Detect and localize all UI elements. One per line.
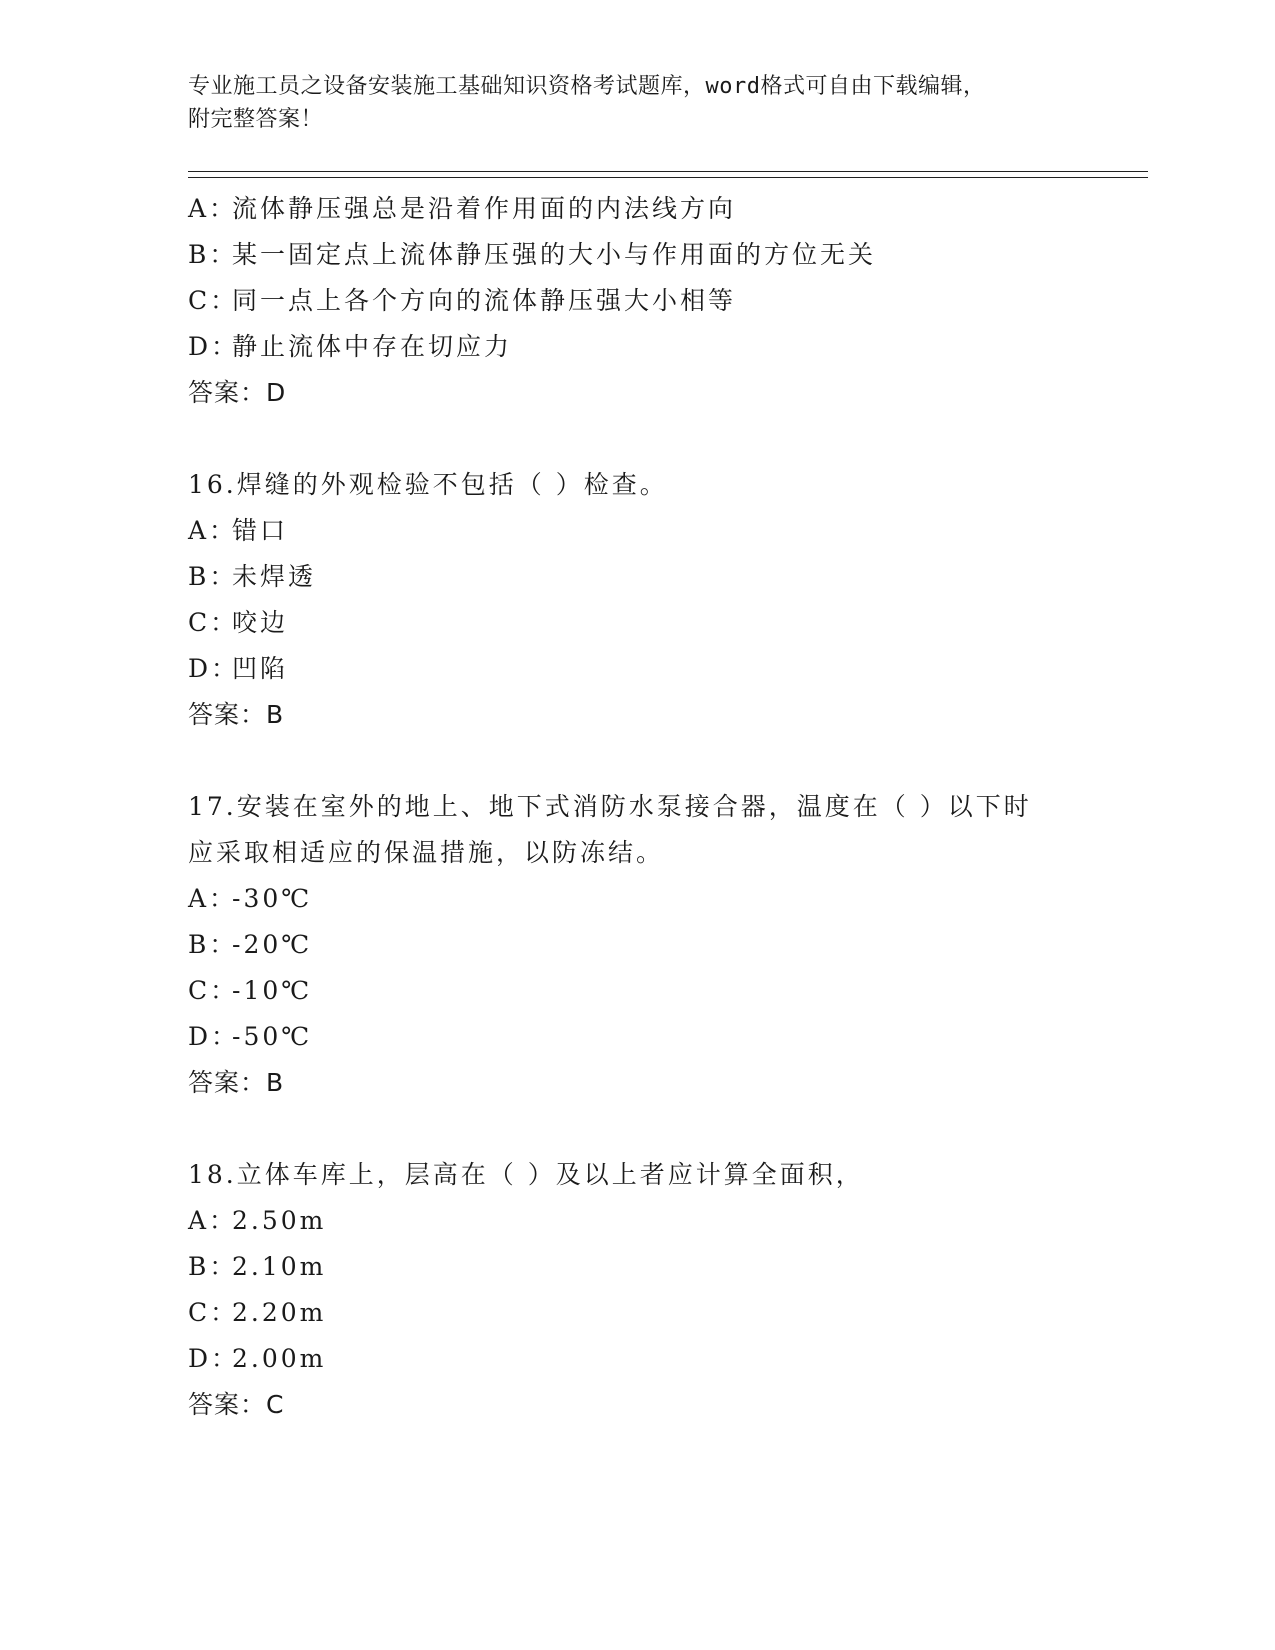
option-key: D：: [188, 1022, 240, 1051]
option-a: [188, 1198, 1148, 1244]
option-text: 静止流体中存在切应力: [232, 332, 513, 361]
answer-line: 答案：B: [188, 1068, 285, 1097]
option-key: C：: [188, 608, 239, 637]
option-key: B：: [188, 240, 238, 269]
option-d: [188, 646, 1148, 692]
option-b: [188, 922, 1148, 968]
header-title-line-1: 专业施工员之设备安装施工基础知识资格考试题库，word格式可自由下载编辑，: [188, 74, 986, 99]
option-d: [188, 1336, 1148, 1382]
option-a: [188, 508, 1148, 554]
answer-line: 答案：B: [188, 700, 285, 729]
option-key: A：: [188, 516, 238, 545]
option-a: [188, 186, 1148, 232]
option-key: D：: [188, 654, 240, 683]
option-text: 2.50m: [232, 1206, 327, 1235]
option-a: [188, 876, 1148, 922]
option-text: 咬边: [232, 608, 289, 637]
option-b: [188, 1244, 1148, 1290]
option-key: D：: [188, 1344, 240, 1373]
question-list: [188, 186, 1148, 1428]
option-text: 流体静压强总是沿着作用面的内法线方向: [232, 194, 737, 223]
header-title-line-2: 附完整答案！: [188, 107, 324, 132]
question-stem-line-1: 17.安装在室外的地上、地下式消防水泵接合器，温度在（ ）以下时: [188, 792, 1032, 821]
answer-line: 答案：C: [188, 1390, 285, 1419]
option-key: B：: [188, 1252, 238, 1281]
option-c: [188, 1290, 1148, 1336]
option-text: -20℃: [232, 930, 313, 959]
option-key: C：: [188, 976, 239, 1005]
option-text: 凹陷: [232, 654, 289, 683]
option-text: 错口: [232, 516, 289, 545]
option-d: [188, 1014, 1148, 1060]
option-text: 2.10m: [232, 1252, 327, 1281]
option-c: [188, 600, 1148, 646]
question-15: [188, 186, 1148, 416]
document-page: [188, 70, 1148, 1428]
option-text: 2.20m: [232, 1298, 327, 1327]
option-text: 某一固定点上流体静压强的大小与作用面的方位无关: [232, 240, 877, 269]
option-key: C：: [188, 286, 239, 315]
option-key: A：: [188, 1206, 238, 1235]
option-b: [188, 232, 1148, 278]
question-17: [188, 784, 1148, 1106]
option-key: B：: [188, 562, 238, 591]
question-stem: 16.焊缝的外观检验不包括（ ）检查。: [188, 470, 668, 499]
question-stem-line-2: 应采取相适应的保温措施，以防冻结。: [188, 838, 665, 867]
option-key: B：: [188, 930, 238, 959]
option-key: D：: [188, 332, 240, 361]
question-16: [188, 462, 1148, 738]
option-b: [188, 554, 1148, 600]
option-text: 2.00m: [232, 1344, 327, 1373]
option-key: A：: [188, 884, 238, 913]
option-text: -50℃: [232, 1022, 313, 1051]
question-stem: [188, 784, 1148, 876]
question-stem: 18.立体车库上，层高在（ ）及以上者应计算全面积，: [188, 1160, 864, 1189]
option-c: [188, 278, 1148, 324]
header-double-rule: [188, 171, 1148, 178]
option-key: A：: [188, 194, 238, 223]
answer-line: 答案：D: [188, 378, 287, 407]
question-18: [188, 1152, 1148, 1428]
document-header: [188, 70, 1148, 136]
option-c: [188, 968, 1148, 1014]
option-key: C：: [188, 1298, 239, 1327]
option-text: -30℃: [232, 884, 313, 913]
option-d: [188, 324, 1148, 370]
option-text: -10℃: [232, 976, 313, 1005]
option-text: 同一点上各个方向的流体静压强大小相等: [232, 286, 737, 315]
option-text: 未焊透: [232, 562, 317, 591]
